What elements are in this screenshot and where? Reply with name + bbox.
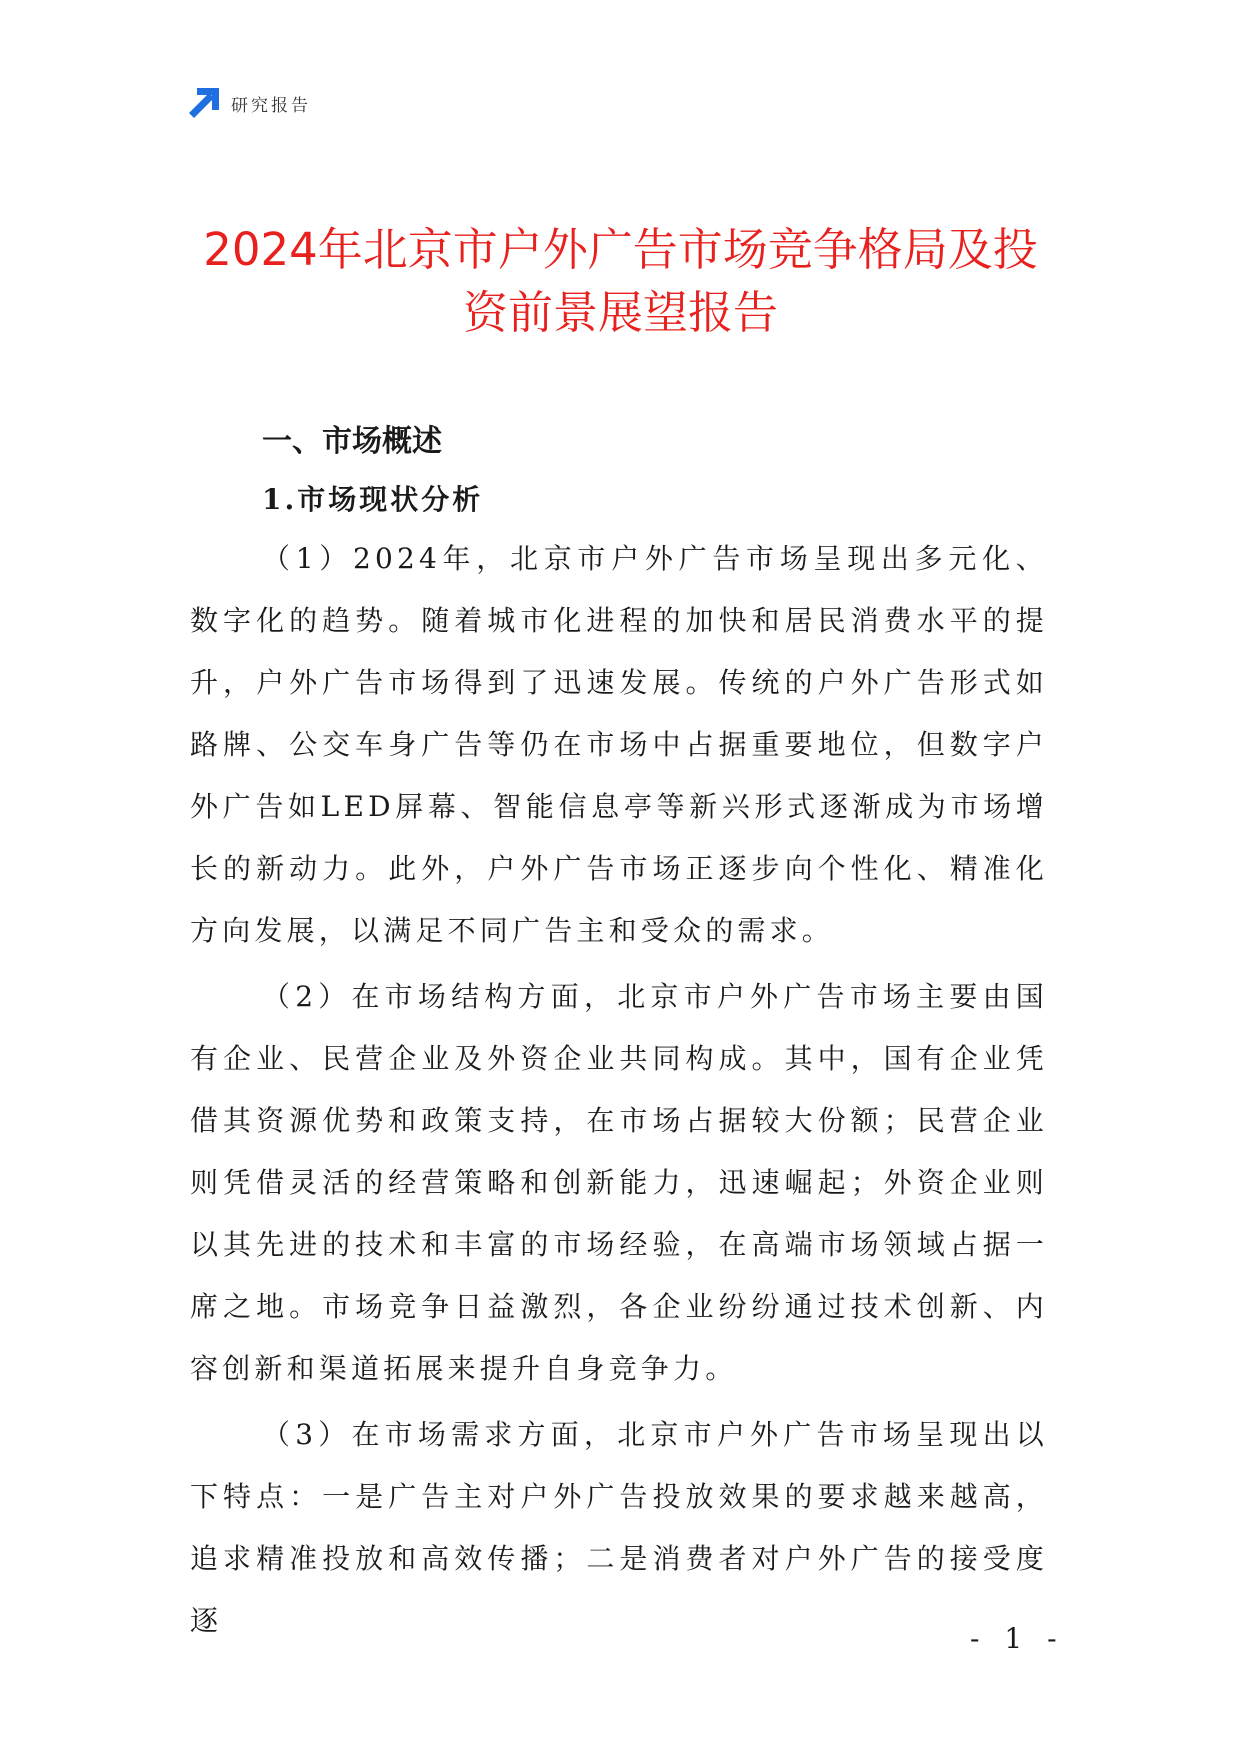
title-line-2: 资前景展望报告: [462, 286, 778, 339]
title-line-1: 2024年北京市户外广告市场竞争格局及投: [203, 223, 1038, 276]
paragraph-3: （3）在市场需求方面，北京市户外广告市场呈现出以下特点：一是广告主对户外广告投放效果的要求越来越高，追求精准投放和高效传播；二是消费者对户外广告的接受度逐: [190, 1418, 1048, 1637]
paragraph-1: （1）2024年，北京市户外广告市场呈现出多元化、数字化的趋势。随着城市化进程的加快和居民消费水平的提升，户外广告市场得到了迅速发展。传统的户外广告形式如路牌、公交车身广告等仍在市场中占据重要地位，但数字户外广告如LED屏幕、智能信息亭等新兴形式逐渐成为市场增长的新动力。此外，户外广告市场正逐步向个性化、精准化方向发展，以满足不同广告主和受众的需求。: [190, 542, 1048, 947]
subsection-heading: 1.市场现状分析: [262, 483, 484, 516]
arrow-up-right-icon: [189, 88, 219, 118]
paragraph-2: （2）在市场结构方面，北京市户外广告市场主要由国有企业、民营企业及外资企业共同构成。其中，国有企业凭借其资源优势和政策支持，在市场占据较大份额；民营企业则凭借灵活的经营策略和创新能力，迅速崛起；外资企业则以其先进的技术和丰富的市场经验，在高端市场领域占据一席之地。市场竞争日益激烈，各企业纷纷通过技术创新、内容创新和渠道拓展来提升自身竞争力。: [190, 980, 1048, 1385]
document-body: [190, 418, 1048, 1652]
page-number: - 1 -: [970, 1622, 1065, 1655]
document-title: [150, 218, 1091, 344]
report-header: [189, 88, 311, 118]
header-label: 研究报告: [231, 95, 311, 116]
section-heading: 一、市场概述: [262, 424, 442, 459]
